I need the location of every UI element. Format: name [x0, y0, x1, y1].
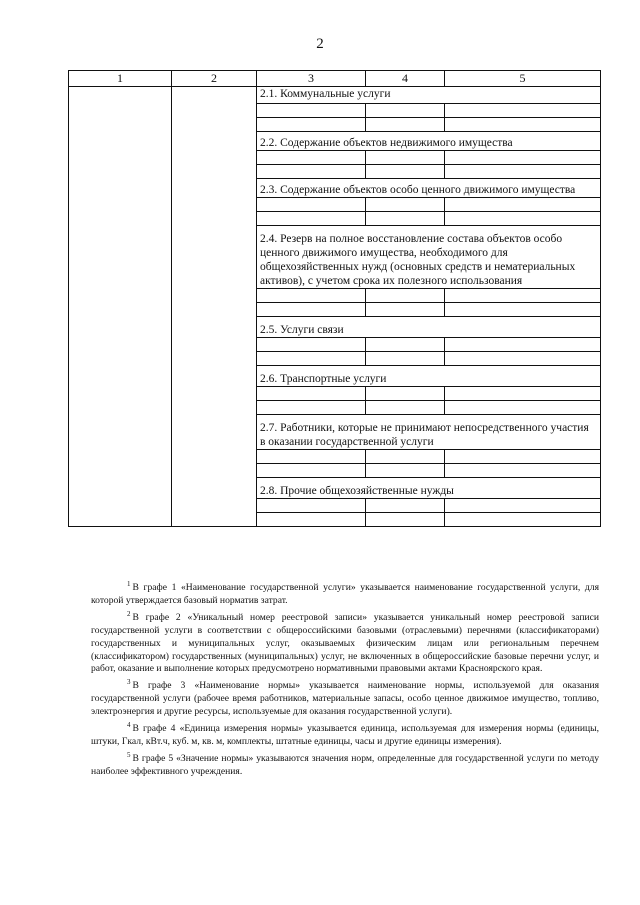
norm-value-cell: [445, 212, 601, 226]
section-title: 2.1. Коммунальные услуги: [257, 87, 601, 104]
section-title: 2.8. Прочие общехозяйственные нужды: [257, 478, 601, 499]
section-title: 2.5. Услуги связи: [257, 317, 601, 338]
norm-name-cell: [257, 513, 366, 527]
header-col-2: 2: [172, 71, 257, 87]
footnote-text: В графе 4 «Единица измерения нормы» указывается единица, используемая для измерения нормы (единицы, штуки, Гкал, кВт.ч, куб. м, кв. м, комплекты, штатные единицы, часы и другие единицы измерения).: [91, 723, 599, 747]
norm-name-cell: [257, 387, 366, 401]
page-number: 2: [316, 36, 324, 52]
norm-value-cell: [445, 165, 601, 179]
norm-value-cell: [445, 513, 601, 527]
section-title: 2.2. Содержание объектов недвижимого имущества: [257, 132, 601, 151]
norm-value-cell: [445, 450, 601, 464]
footnote: [91, 719, 599, 749]
norm-value-cell: [445, 499, 601, 513]
norm-name-cell: [257, 352, 366, 366]
norm-name-cell: [257, 118, 366, 132]
footnotes: [91, 578, 599, 779]
norm-unit-cell: [366, 387, 445, 401]
norm-value-cell: [445, 151, 601, 165]
norm-unit-cell: [366, 151, 445, 165]
header-col-1: 1: [69, 71, 172, 87]
footnote-number: 2: [127, 609, 131, 618]
footnote-text: В графе 2 «Уникальный номер реестровой записи» указывается уникальный номер реестровой записи государственной услуги в соответствии с общероссийскими базовыми (отраслевыми) перечнями (классификаторами) государственных и муниципальных услуг, оказываемых физическим лицам или региональным перечнем (классификатором) государственных (муниципальных) услуг, не включенных в общероссийские базовые перечни услуг, и работ, оказание и выполнение которых предусмотрено нормативными правовыми актами Красноярского края.: [91, 611, 599, 675]
section-title: 2.6. Транспортные услуги: [257, 366, 601, 387]
footnote-text: В графе 1 «Наименование государственной услуги» указывается наименование государственной услуги, для которой утверждается базовый норматив затрат.: [91, 582, 599, 606]
norm-value-cell: [445, 387, 601, 401]
footnote-number: 3: [127, 678, 131, 687]
norm-unit-cell: [366, 104, 445, 118]
norms-table: [68, 70, 601, 527]
norm-unit-cell: [366, 401, 445, 415]
header-col-3: 3: [257, 71, 366, 87]
footnote: [91, 578, 599, 608]
section-row: [69, 87, 601, 104]
norm-name-cell: [257, 450, 366, 464]
footnote: [91, 749, 599, 779]
norm-name-cell: [257, 499, 366, 513]
section-title: 2.4. Резерв на полное восстановление состава объектов особо ценного движимого имущества, необходимого для общехозяйственных нужд (основных средств и нематериальных активов), с учетом срока их полезного использования: [257, 226, 601, 289]
norm-unit-cell: [366, 212, 445, 226]
norm-unit-cell: [366, 303, 445, 317]
norm-name-cell: [257, 303, 366, 317]
footnote-number: 4: [127, 721, 131, 730]
header-col-5: 5: [445, 71, 601, 87]
norm-unit-cell: [366, 450, 445, 464]
norm-name-cell: [257, 198, 366, 212]
footnote: [91, 676, 599, 719]
service-name-cell: [69, 87, 172, 527]
norm-value-cell: [445, 289, 601, 303]
norm-name-cell: [257, 464, 366, 478]
norm-name-cell: [257, 165, 366, 179]
norm-name-cell: [257, 401, 366, 415]
footnote-text: В графе 5 «Значение нормы» указываются значения норм, определенные для государственной услуги по методу наиболее эффективного учреждения.: [91, 752, 599, 777]
header-col-4: 4: [366, 71, 445, 87]
norm-unit-cell: [366, 464, 445, 478]
norm-unit-cell: [366, 338, 445, 352]
norm-value-cell: [445, 198, 601, 212]
footnote: [91, 608, 599, 677]
norm-unit-cell: [366, 198, 445, 212]
norm-value-cell: [445, 303, 601, 317]
norm-name-cell: [257, 338, 366, 352]
section-title: 2.3. Содержание объектов особо ценного движимого имущества: [257, 179, 601, 198]
registry-number-cell: [172, 87, 257, 527]
norm-unit-cell: [366, 513, 445, 527]
norm-value-cell: [445, 104, 601, 118]
norm-value-cell: [445, 401, 601, 415]
norm-name-cell: [257, 212, 366, 226]
norm-unit-cell: [366, 118, 445, 132]
norm-unit-cell: [366, 352, 445, 366]
norm-value-cell: [445, 118, 601, 132]
norm-unit-cell: [366, 499, 445, 513]
section-title: 2.7. Работники, которые не принимают непосредственного участия в оказании государственной услуги: [257, 415, 601, 450]
norm-unit-cell: [366, 165, 445, 179]
footnote-text: В графе 3 «Наименование нормы» указывается наименование нормы, используемой для оказания государственной услуги (рабочее время работников, материальные запасы, особо ценное движимое имущество, топливо, электроэнергия и другие ресурсы, используемые для оказания государственной услуги).: [91, 680, 599, 718]
norm-name-cell: [257, 289, 366, 303]
norm-unit-cell: [366, 289, 445, 303]
footnote-number: 1: [127, 580, 131, 588]
header-row: [69, 71, 601, 87]
norm-value-cell: [445, 338, 601, 352]
norm-value-cell: [445, 464, 601, 478]
norm-value-cell: [445, 352, 601, 366]
norm-name-cell: [257, 104, 366, 118]
footnote-number: 5: [127, 750, 131, 759]
norm-name-cell: [257, 151, 366, 165]
